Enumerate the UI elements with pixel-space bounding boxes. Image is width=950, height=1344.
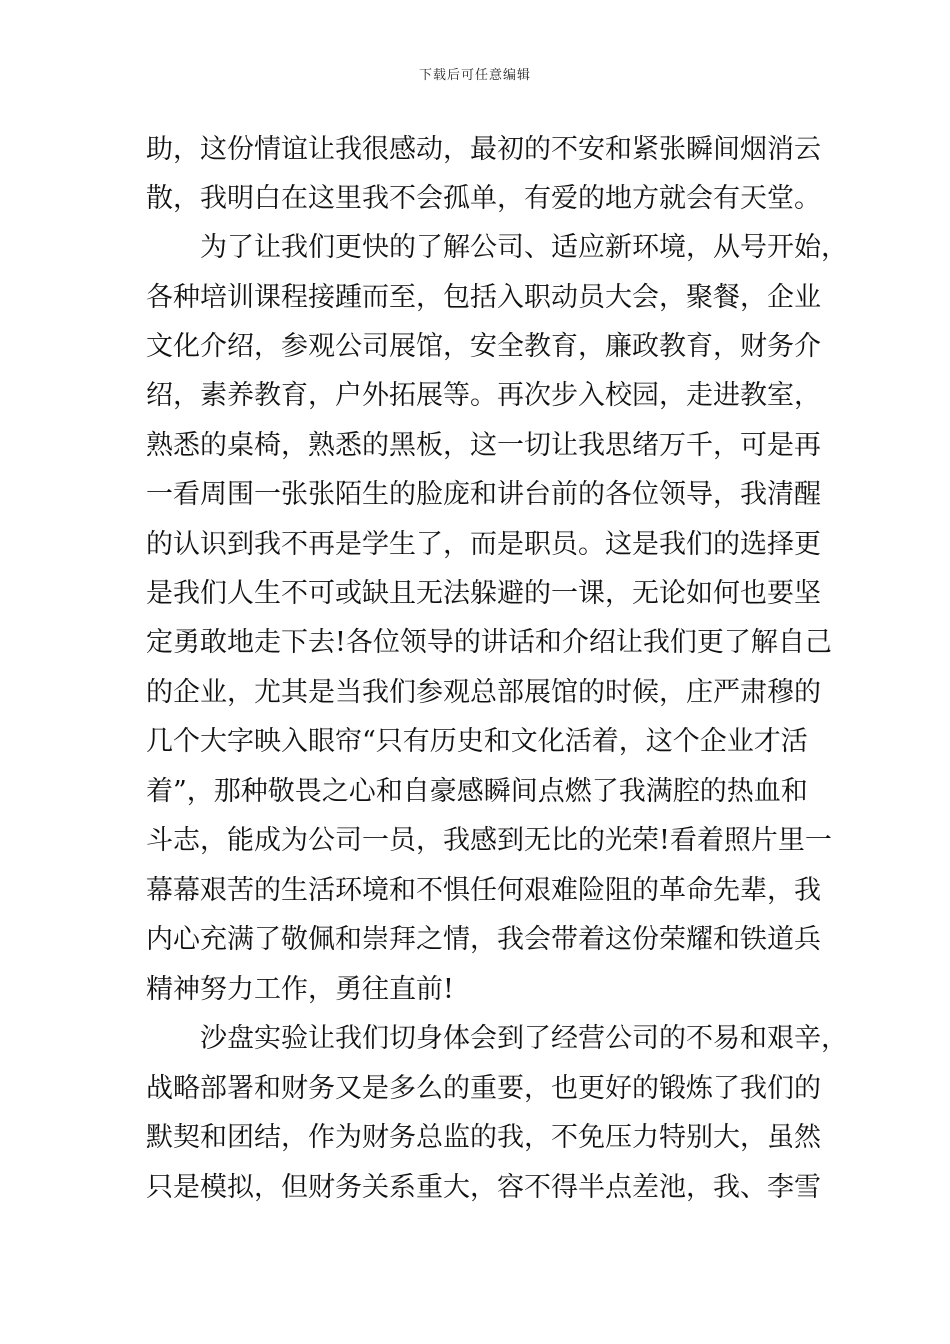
text-line: 为了让我们更快的了解公司、适应新环境，从号开始，	[146, 232, 848, 263]
text-line: 战略部署和财务又是多么的重要，也更好的锻炼了我们的	[146, 1073, 821, 1104]
page-header: 下载后可任意编辑	[418, 68, 531, 83]
text-line: 散，我明白在这里我不会孤单，有爱的地方就会有天堂。	[146, 183, 821, 214]
text-line: 是我们人生不可或缺且无法躲避的一课，无论如何也要坚	[146, 578, 821, 609]
text-line: 幕幕艰苦的生活环境和不惧任何艰难险阻的革命先辈，我	[146, 875, 821, 906]
text-line: 斗志，能成为公司一员，我感到无比的光荣!看着照片里一	[146, 825, 832, 856]
text-line: 精神努力工作，勇往直前!	[146, 974, 454, 1005]
text-line: 定勇敢地走下去!各位领导的讲话和介绍让我们更了解自己	[146, 627, 832, 658]
text-line: 的企业，尤其是当我们参观总部展馆的时候，庄严肃穆的	[146, 677, 821, 708]
text-line: 熟悉的桌椅，熟悉的黑板，这一切让我思绪万千，可是再	[146, 430, 821, 461]
text-line: 绍，素养教育，户外拓展等。再次步入校园，走进教室，	[146, 380, 821, 411]
text-line: 一看周围一张张陌生的脸庞和讲台前的各位领导，我清醒	[146, 479, 821, 510]
text-line: 助，这份情谊让我很感动，最初的不安和紧张瞬间烟消云	[146, 134, 821, 165]
text-line: 默契和团结，作为财务总监的我，不免压力特别大，虽然	[146, 1122, 821, 1153]
text-line: 文化介绍，参观公司展馆，安全教育，廉政教育，财务介	[146, 331, 821, 362]
text-line: 只是模拟，但财务关系重大，容不得半点差池，我、李雪	[146, 1172, 821, 1203]
text-line: 着”，那种敬畏之心和自豪感瞬间点燃了我满腔的热血和	[146, 776, 808, 807]
text-line: 的认识到我不再是学生了，而是职员。这是我们的选择更	[146, 529, 821, 560]
text-line: 几个大字映入眼帘“只有历史和文化活着，这个企业才活	[146, 726, 808, 757]
text-line: 内心充满了敬佩和崇拜之情，我会带着这份荣耀和铁道兵	[146, 924, 821, 955]
text-line: 沙盘实验让我们切身体会到了经营公司的不易和艰辛，	[146, 1023, 848, 1054]
text-line: 各种培训课程接踵而至，包括入职动员大会，聚餐，企业	[146, 282, 821, 313]
